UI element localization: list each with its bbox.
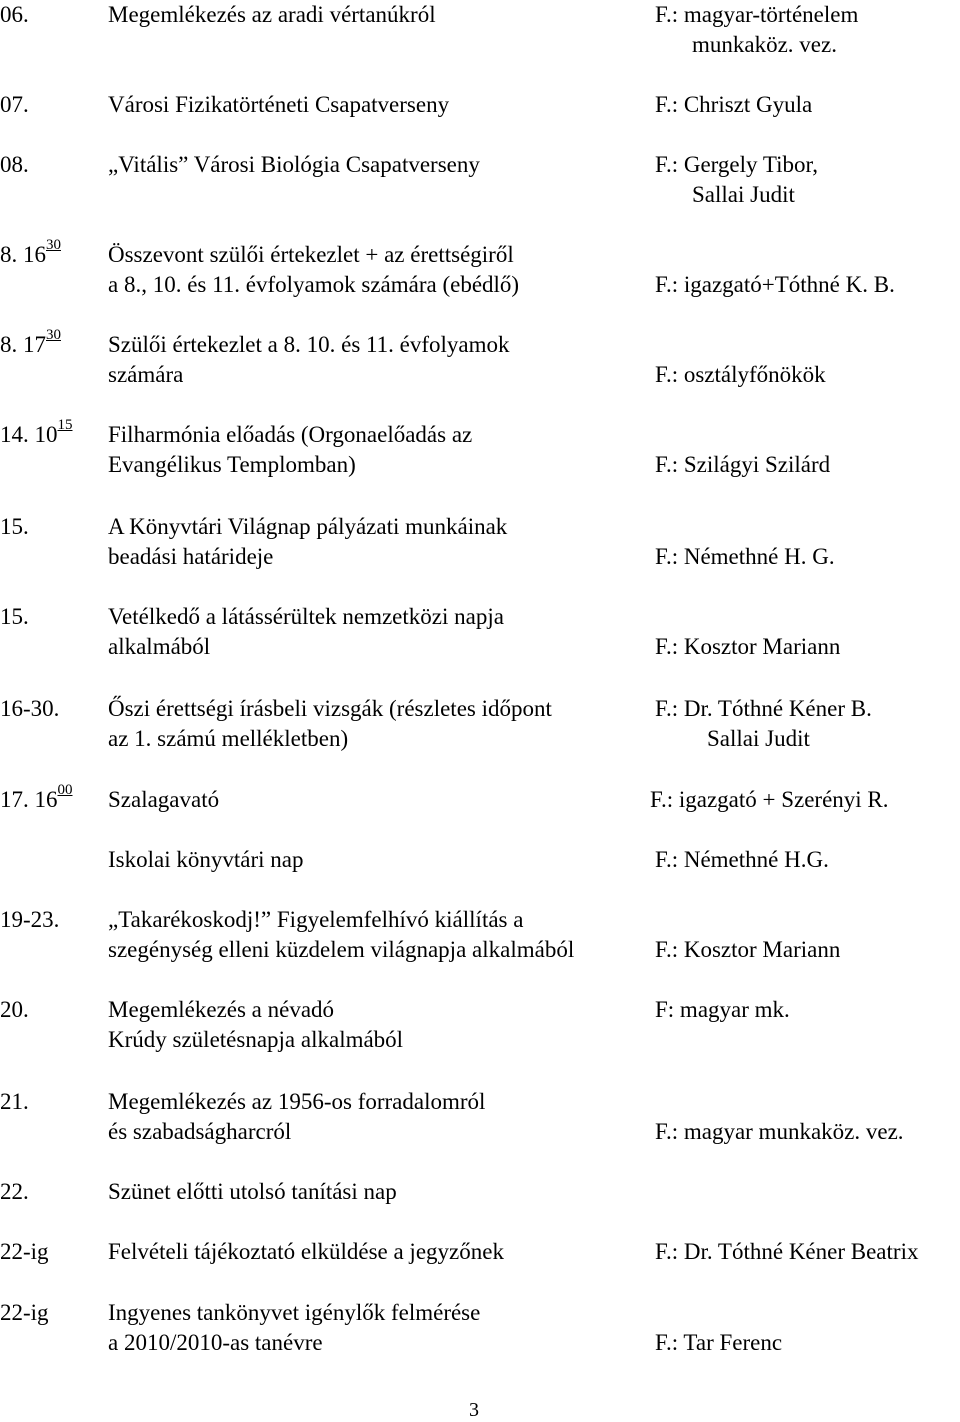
entry-description-line: Őszi érettségi írásbeli vizsgák (részletes időpont	[108, 696, 552, 721]
entry-responsible: Sallai Judit	[707, 726, 810, 751]
entry-description-line: Krúdy születésnapja alkalmából	[108, 1027, 404, 1052]
entry-date	[0, 782, 73, 815]
entry-responsible: F.: igazgató+Tóthné K. B.	[655, 272, 895, 297]
entry-responsible: F.: Kosztor Mariann	[655, 634, 841, 659]
entry-date-text: 07.	[0, 92, 29, 117]
entry-responsible: F.: Kosztor Mariann	[655, 937, 841, 962]
entry-date	[0, 1177, 29, 1207]
entry-description-line: Ingyenes tankönyvet igénylők felmérése	[108, 1300, 481, 1325]
entry-date-text: 21.	[0, 1089, 29, 1114]
entry-responsible: F.: magyar munkaköz. vez.	[655, 1119, 904, 1144]
entry-responsible: Sallai Judit	[692, 182, 795, 207]
entry-description-line: Evangélikus Templomban)	[108, 452, 356, 477]
entry-responsible: F: magyar mk.	[655, 997, 790, 1022]
entry-responsible: F.: Némethné H.G.	[655, 847, 829, 872]
entry-description-line: Szünet előtti utolsó tanítási nap	[108, 1179, 397, 1204]
entry-time-minutes: 30	[46, 327, 61, 344]
entry-description-line: a 2010/2010-as tanévre	[108, 1330, 323, 1355]
entry-date-text: 08.	[0, 152, 29, 177]
entry-responsible: F.: magyar-történelem	[655, 2, 859, 27]
entry-responsible: munkaköz. vez.	[692, 32, 837, 57]
entry-description-line: Vetélkedő a látássérültek nemzetközi napja	[108, 604, 504, 629]
page-number: 3	[469, 1399, 479, 1421]
entry-description-line: Filharmónia előadás (Orgonaelőadás az	[108, 422, 473, 447]
entry-responsible: F.: Némethné H. G.	[655, 544, 835, 569]
entry-description-line: Városi Fizikatörténeti Csapatverseny	[108, 92, 450, 117]
entry-date	[0, 0, 29, 30]
entry-responsible: F.: Dr. Tóthné Kéner Beatrix	[655, 1239, 919, 1264]
entry-date-text: 15.	[0, 514, 29, 539]
entry-responsible: F.: Gergely Tibor,	[655, 152, 818, 177]
entry-time-minutes: 15	[57, 417, 73, 434]
entry-responsible: F.: Szilágyi Szilárd	[655, 452, 831, 477]
entry-date	[0, 327, 61, 360]
entry-description-line: beadási határideje	[108, 544, 274, 569]
entry-date-text: 8. 17	[0, 332, 46, 357]
entry-date	[0, 150, 29, 180]
entry-date	[0, 1237, 49, 1267]
entry-date-text: 22-ig	[0, 1300, 49, 1325]
entry-date	[0, 905, 59, 935]
entry-responsible: F.: osztályfőnökök	[655, 362, 826, 387]
entry-date-text: 22-ig	[0, 1239, 49, 1264]
entry-date	[0, 90, 29, 120]
entry-description-line: a 8., 10. és 11. évfolyamok számára (ebédlő)	[108, 272, 520, 297]
entry-date	[0, 995, 29, 1025]
entry-description-line: Összevont szülői értekezlet + az érettségiről	[108, 242, 514, 267]
entry-date-text: 15.	[0, 604, 29, 629]
entry-date	[0, 512, 29, 542]
entry-description-line: Szalagavató	[108, 787, 220, 812]
entry-date-text: 17. 16	[0, 787, 58, 812]
entry-description-line: Szülői értekezlet a 8. 10. és 11. évfolyamok	[108, 332, 510, 357]
entry-date-text: 22.	[0, 1179, 29, 1204]
entry-date	[0, 694, 59, 724]
entry-responsible: F.: Chriszt Gyula	[655, 92, 813, 117]
entry-date	[0, 417, 73, 450]
entry-date	[0, 602, 29, 632]
entry-description-line: és szabadságharcról	[108, 1119, 292, 1144]
entry-description-line: A Könyvtári Világnap pályázati munkáinak	[108, 514, 508, 539]
entry-description-line: az 1. számú mellékletben)	[108, 726, 349, 751]
entry-description-line: „Takarékoskodj!” Figyelemfelhívó kiállítás a	[108, 907, 524, 932]
entry-date-text: 06.	[0, 2, 29, 27]
entry-time-minutes: 30	[46, 237, 61, 254]
entry-description-line: Felvételi tájékoztató elküldése a jegyzőnek	[108, 1239, 504, 1264]
entry-description-line: Iskolai könyvtári nap	[108, 847, 304, 872]
entry-date	[0, 237, 61, 270]
entry-responsible: F.: igazgató + Szerényi R.	[650, 787, 889, 812]
entry-date-text: 19-23.	[0, 907, 60, 932]
entry-description-line: Megemlékezés az 1956-os forradalomról	[108, 1089, 486, 1114]
entry-responsible: F.: Dr. Tóthné Kéner B.	[655, 696, 872, 721]
entry-date-text: 14. 10	[0, 422, 58, 447]
entry-date-text: 16-30.	[0, 696, 60, 721]
entry-date	[0, 1087, 29, 1117]
entry-description-line: Megemlékezés a névadó	[108, 997, 335, 1022]
entry-description-line: Megemlékezés az aradi vértanúkról	[108, 2, 436, 27]
entry-responsible: F.: Tar Ferenc	[655, 1330, 783, 1355]
entry-time-minutes: 00	[57, 782, 73, 799]
entry-date-text: 8. 16	[0, 242, 46, 267]
entry-date	[0, 1298, 49, 1328]
entry-description-line: számára	[108, 362, 184, 387]
entry-date-text: 20.	[0, 997, 29, 1022]
entry-description-line: „Vitális” Városi Biológia Csapatverseny	[108, 152, 480, 177]
entry-description-line: szegénység elleni küzdelem világnapja alkalmából	[108, 937, 575, 962]
entry-description-line: alkalmából	[108, 634, 211, 659]
